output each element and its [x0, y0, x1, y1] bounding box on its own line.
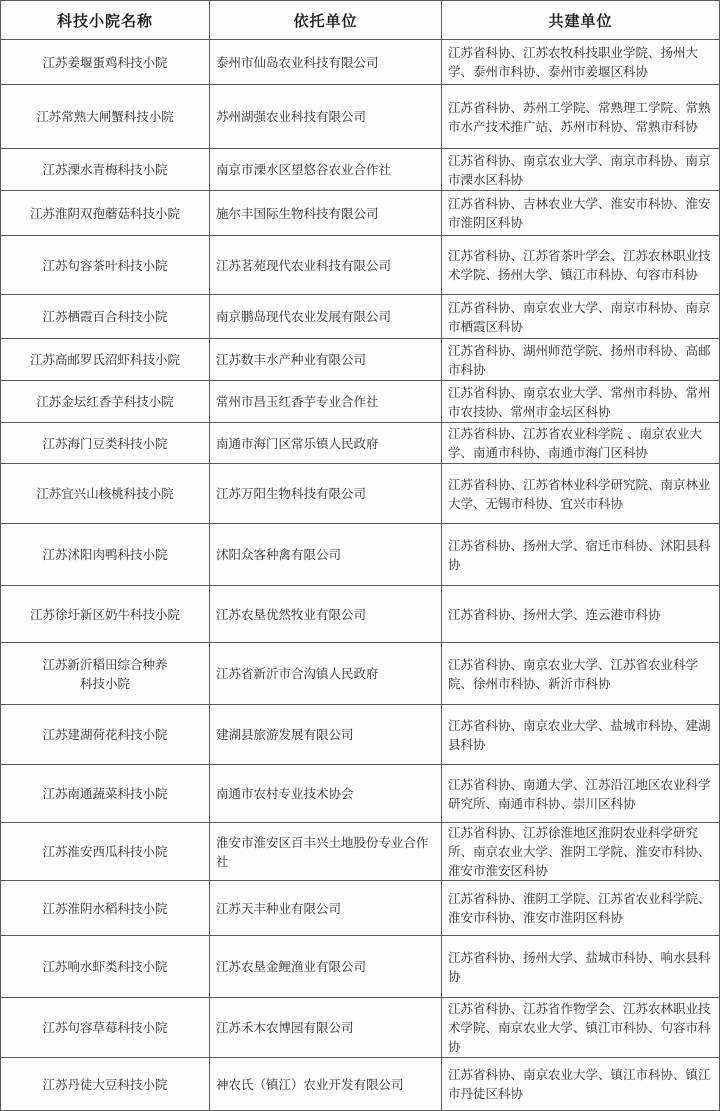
column-header-name: 科技小院名称 — [1, 1, 210, 40]
row-unit: 江苏天丰种业有限公司 — [210, 881, 442, 936]
row-unit: 南通市海门区常乐镇人民政府 — [210, 423, 442, 464]
row-unit: 江苏农垦金鲤渔业有限公司 — [210, 936, 442, 998]
row-unit: 苏州湖强农业科技有限公司 — [210, 85, 442, 149]
row-name: 江苏淮阴水稻科技小院 — [1, 881, 210, 936]
row-co: 江苏省科协、江苏省林业科学研究院、南京林业大学、无锡市科协、宜兴市科协 — [442, 464, 720, 524]
table-row — [1, 1058, 720, 1111]
row-co: 江苏省科协、南通大学、江苏沿江地区农业科学研究所、南通市科协、崇川区科协 — [442, 765, 720, 823]
table-row — [1, 191, 720, 236]
row-name: 江苏句容茶叶科技小院 — [1, 236, 210, 295]
row-name: 江苏姜堰蛋鸡科技小院 — [1, 40, 210, 85]
row-unit: 施尔丰国际生物科技有限公司 — [210, 191, 442, 236]
table-row — [1, 586, 720, 643]
table-row — [1, 998, 720, 1058]
row-unit: 常州市昌玉红香芋专业合作社 — [210, 381, 442, 423]
row-unit: 淮安市淮安区百丰兴土地股份专业合作社 — [210, 823, 442, 881]
table-row — [1, 524, 720, 586]
row-name: 江苏淮安西瓜科技小院 — [1, 823, 210, 881]
table-row — [1, 705, 720, 765]
table-header-row — [1, 1, 720, 40]
row-name: 江苏新沂稻田综合种养 科技小院 — [1, 643, 210, 705]
row-name: 江苏常熟大闸蟹科技小院 — [1, 85, 210, 149]
row-co: 江苏省科协、扬州大学、宿迁市科协、沭阳县科协 — [442, 524, 720, 586]
row-co: 江苏省科协、南京农业大学、南京市科协、南京市溧水区科协 — [442, 149, 720, 191]
row-unit: 南通市农村专业技术协会 — [210, 765, 442, 823]
table-row — [1, 936, 720, 998]
row-name: 江苏南通蔬菜科技小院 — [1, 765, 210, 823]
table-row — [1, 295, 720, 339]
row-unit: 建湖县旅游发展有限公司 — [210, 705, 442, 765]
row-co: 江苏省科协、南京农业大学、镇江市科协、镇江市丹徒区科协 — [442, 1058, 720, 1111]
row-co: 江苏省科协、南京农业大学、盐城市科协、建湖县科协 — [442, 705, 720, 765]
row-unit: 江苏农垦优然牧业有限公司 — [210, 586, 442, 643]
row-co: 江苏省科协、南京农业大学、南京市科协、南京市栖霞区科协 — [442, 295, 720, 339]
row-co: 江苏省科协、江苏省茶叶学会、江苏农林职业技术学院、扬州大学、镇江市科协、句容市科协 — [442, 236, 720, 295]
table-row — [1, 765, 720, 823]
row-co: 江苏省科协、江苏省作物学会、江苏农林职业技术学院、南京农业大学、镇江市科协、句容市科协 — [442, 998, 720, 1058]
row-name: 江苏丹徒大豆科技小院 — [1, 1058, 210, 1111]
table-row — [1, 149, 720, 191]
table-row — [1, 423, 720, 464]
row-name: 江苏海门豆类科技小院 — [1, 423, 210, 464]
table-row — [1, 643, 720, 705]
row-unit: 江苏省新沂市合沟镇人民政府 — [210, 643, 442, 705]
row-name: 江苏淮阴双孢蘑菇科技小院 — [1, 191, 210, 236]
row-name: 江苏金坛红香芋科技小院 — [1, 381, 210, 423]
row-co: 江苏省科协、江苏徐淮地区淮阴农业科学研究所、南京农业大学、淮阴工学院、淮安市科协、淮安市淮安区科协 — [442, 823, 720, 881]
table-row — [1, 823, 720, 881]
row-name: 江苏徐圩新区奶牛科技小院 — [1, 586, 210, 643]
row-unit: 南京市溧水区望悠谷农业合作社 — [210, 149, 442, 191]
row-name: 江苏建湖荷花科技小院 — [1, 705, 210, 765]
row-co: 江苏省科协、淮阴工学院、江苏省农业科学院、淮安市科协、淮安市淮阴区科协 — [442, 881, 720, 936]
table-row — [1, 881, 720, 936]
row-unit: 江苏万阳生物科技有限公司 — [210, 464, 442, 524]
table-row — [1, 85, 720, 149]
row-co: 江苏省科协、南京农业大学、常州市科协、常州市农技协、常州市金坛区科协 — [442, 381, 720, 423]
row-co: 江苏省科协、南京农业大学、江苏省农业科学院、徐州市科协、新沂市科协 — [442, 643, 720, 705]
row-name: 江苏响水虾类科技小院 — [1, 936, 210, 998]
column-header-co: 共建单位 — [442, 1, 720, 40]
row-name: 江苏宜兴山核桃科技小院 — [1, 464, 210, 524]
row-name: 江苏溧水青梅科技小院 — [1, 149, 210, 191]
row-unit: 江苏数丰水产种业有限公司 — [210, 339, 442, 381]
row-name: 江苏句容草莓科技小院 — [1, 998, 210, 1058]
row-name: 江苏沭阳肉鸭科技小院 — [1, 524, 210, 586]
table-row — [1, 464, 720, 524]
row-name: 江苏高邮罗氏沼虾科技小院 — [1, 339, 210, 381]
table-row — [1, 40, 720, 85]
table-row — [1, 339, 720, 381]
row-co: 江苏省科协、扬州大学、盐城市科协、响水县科协 — [442, 936, 720, 998]
column-header-unit: 依托单位 — [210, 1, 442, 40]
row-co: 江苏省科协、扬州大学、连云港市科协 — [442, 586, 720, 643]
row-co: 江苏省科协、湖州师范学院、扬州市科协、高邮市科协 — [442, 339, 720, 381]
row-name: 江苏栖霞百合科技小院 — [1, 295, 210, 339]
table-row — [1, 236, 720, 295]
row-co: 江苏省科协、苏州工学院、常熟理工学院、常熟市水产技术推广站、苏州市科协、常熟市科协 — [442, 85, 720, 149]
row-co: 江苏省科协、江苏农牧科技职业学院、扬州大学、泰州市科协、泰州市姜堰区科协 — [442, 40, 720, 85]
table-row — [1, 381, 720, 423]
row-unit: 泰州市仙岛农业科技有限公司 — [210, 40, 442, 85]
row-unit: 江苏禾木农博园有限公司 — [210, 998, 442, 1058]
row-co: 江苏省科协、江苏省农业科学院 、南京农业大学、南通市科协、南通市海门区科协 — [442, 423, 720, 464]
row-unit: 神农氏（镇江）农业开发有限公司 — [210, 1058, 442, 1111]
row-unit: 江苏茗苑现代农业科技有限公司 — [210, 236, 442, 295]
row-co: 江苏省科协、吉林农业大学、淮安市科协、淮安市淮阴区科协 — [442, 191, 720, 236]
row-unit: 沭阳众客种禽有限公司 — [210, 524, 442, 586]
row-unit: 南京鹏岛现代农业发展有限公司 — [210, 295, 442, 339]
